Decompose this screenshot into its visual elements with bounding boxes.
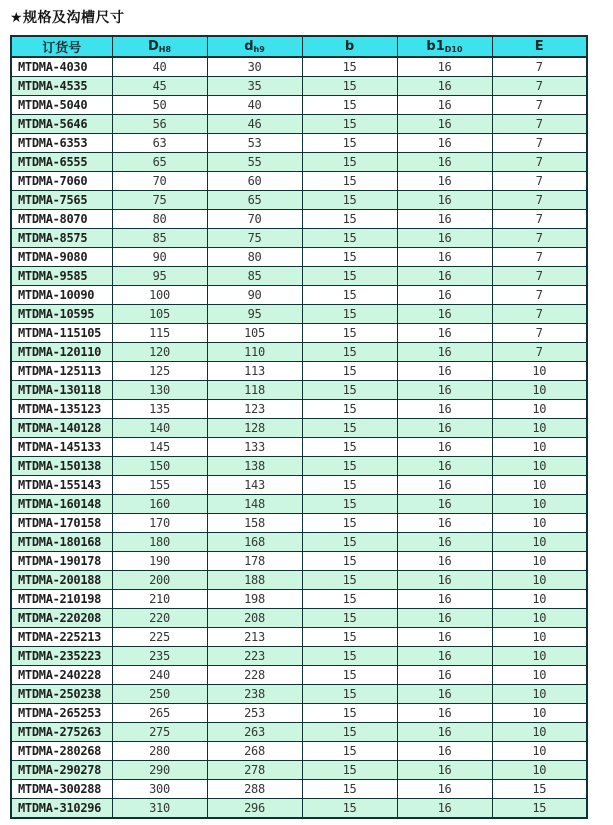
cell-order-no: MTDMA-9080 [11, 248, 112, 267]
cell-d-h9: 263 [207, 723, 302, 742]
cell-d-h8: 210 [112, 590, 207, 609]
cell-b1: 16 [397, 362, 492, 381]
cell-b1: 16 [397, 780, 492, 799]
cell-d-h8: 145 [112, 438, 207, 457]
cell-b1: 16 [397, 419, 492, 438]
cell-b1: 16 [397, 761, 492, 780]
cell-b1: 16 [397, 115, 492, 134]
cell-b: 15 [302, 96, 397, 115]
cell-e: 10 [492, 761, 587, 780]
cell-order-no: MTDMA-170158 [11, 514, 112, 533]
cell-d-h8: 140 [112, 419, 207, 438]
table-row [11, 685, 587, 704]
cell-d-h8: 85 [112, 229, 207, 248]
cell-d-h8: 250 [112, 685, 207, 704]
cell-e: 7 [492, 57, 587, 77]
table-row [11, 134, 587, 153]
cell-d-h9: 198 [207, 590, 302, 609]
cell-b: 15 [302, 609, 397, 628]
cell-order-no: MTDMA-240228 [11, 666, 112, 685]
cell-d-h9: 105 [207, 324, 302, 343]
table-row [11, 324, 587, 343]
cell-d-h8: 170 [112, 514, 207, 533]
table-row [11, 647, 587, 666]
table-row [11, 457, 587, 476]
table-row [11, 229, 587, 248]
cell-d-h9: 30 [207, 57, 302, 77]
cell-e: 10 [492, 400, 587, 419]
cell-order-no: MTDMA-5646 [11, 115, 112, 134]
cell-order-no: MTDMA-235223 [11, 647, 112, 666]
cell-d-h9: 278 [207, 761, 302, 780]
cell-d-h8: 310 [112, 799, 207, 819]
cell-e: 7 [492, 267, 587, 286]
catalog-page [0, 8, 613, 825]
table-row [11, 191, 587, 210]
cell-order-no: MTDMA-6353 [11, 134, 112, 153]
cell-b1: 16 [397, 514, 492, 533]
table-row [11, 286, 587, 305]
header-row [11, 36, 587, 57]
cell-order-no: MTDMA-8070 [11, 210, 112, 229]
cell-b1: 16 [397, 153, 492, 172]
cell-b1: 16 [397, 590, 492, 609]
cell-order-no: MTDMA-250238 [11, 685, 112, 704]
cell-d-h9: 178 [207, 552, 302, 571]
cell-d-h9: 138 [207, 457, 302, 476]
cell-e: 10 [492, 723, 587, 742]
cell-d-h9: 46 [207, 115, 302, 134]
table-header [11, 36, 587, 57]
cell-d-h8: 155 [112, 476, 207, 495]
cell-b1: 16 [397, 495, 492, 514]
cell-d-h8: 200 [112, 571, 207, 590]
cell-order-no: MTDMA-160148 [11, 495, 112, 514]
cell-order-no: MTDMA-265253 [11, 704, 112, 723]
cell-d-h9: 143 [207, 476, 302, 495]
cell-b: 15 [302, 229, 397, 248]
table-row [11, 77, 587, 96]
cell-e: 7 [492, 153, 587, 172]
cell-d-h8: 235 [112, 647, 207, 666]
table-row [11, 552, 587, 571]
table-row [11, 400, 587, 419]
cell-b: 15 [302, 552, 397, 571]
cell-d-h8: 275 [112, 723, 207, 742]
cell-b1: 16 [397, 647, 492, 666]
cell-e: 10 [492, 666, 587, 685]
cell-b: 15 [302, 476, 397, 495]
cell-order-no: MTDMA-7060 [11, 172, 112, 191]
cell-b: 15 [302, 742, 397, 761]
table-row [11, 57, 587, 77]
cell-b1: 16 [397, 267, 492, 286]
cell-e: 10 [492, 457, 587, 476]
cell-e: 7 [492, 134, 587, 153]
col-header-e: E [492, 36, 587, 57]
cell-d-h9: 208 [207, 609, 302, 628]
cell-b: 15 [302, 419, 397, 438]
col-header-sub: D10 [444, 45, 463, 54]
cell-order-no: MTDMA-9585 [11, 267, 112, 286]
cell-b1: 16 [397, 400, 492, 419]
cell-d-h9: 253 [207, 704, 302, 723]
cell-d-h9: 40 [207, 96, 302, 115]
table-row [11, 495, 587, 514]
table-row [11, 153, 587, 172]
cell-b1: 16 [397, 571, 492, 590]
table-row [11, 666, 587, 685]
cell-d-h9: 188 [207, 571, 302, 590]
cell-b: 15 [302, 438, 397, 457]
cell-d-h8: 135 [112, 400, 207, 419]
cell-order-no: MTDMA-125113 [11, 362, 112, 381]
table-row [11, 704, 587, 723]
cell-d-h8: 240 [112, 666, 207, 685]
cell-d-h8: 120 [112, 343, 207, 362]
cell-b1: 16 [397, 286, 492, 305]
cell-b1: 16 [397, 381, 492, 400]
cell-d-h9: 75 [207, 229, 302, 248]
cell-b1: 16 [397, 704, 492, 723]
cell-e: 7 [492, 210, 587, 229]
cell-order-no: MTDMA-275263 [11, 723, 112, 742]
cell-order-no: MTDMA-145133 [11, 438, 112, 457]
cell-b1: 16 [397, 609, 492, 628]
cell-d-h8: 150 [112, 457, 207, 476]
cell-d-h9: 288 [207, 780, 302, 799]
cell-d-h9: 128 [207, 419, 302, 438]
cell-b: 15 [302, 210, 397, 229]
table-row [11, 172, 587, 191]
cell-d-h8: 95 [112, 267, 207, 286]
cell-b1: 16 [397, 191, 492, 210]
table-row [11, 248, 587, 267]
table-row [11, 476, 587, 495]
cell-b: 15 [302, 57, 397, 77]
cell-b: 15 [302, 590, 397, 609]
cell-order-no: MTDMA-225213 [11, 628, 112, 647]
cell-b: 15 [302, 723, 397, 742]
cell-e: 7 [492, 324, 587, 343]
cell-e: 7 [492, 286, 587, 305]
cell-b: 15 [302, 628, 397, 647]
cell-order-no: MTDMA-10595 [11, 305, 112, 324]
cell-e: 10 [492, 533, 587, 552]
cell-e: 10 [492, 438, 587, 457]
cell-e: 10 [492, 609, 587, 628]
cell-e: 10 [492, 590, 587, 609]
cell-e: 10 [492, 685, 587, 704]
table-row [11, 267, 587, 286]
cell-d-h9: 238 [207, 685, 302, 704]
cell-b: 15 [302, 362, 397, 381]
cell-order-no: MTDMA-150138 [11, 457, 112, 476]
cell-d-h9: 70 [207, 210, 302, 229]
cell-d-h8: 220 [112, 609, 207, 628]
cell-d-h8: 190 [112, 552, 207, 571]
cell-order-no: MTDMA-200188 [11, 571, 112, 590]
cell-e: 7 [492, 343, 587, 362]
cell-d-h8: 63 [112, 134, 207, 153]
cell-b: 15 [302, 343, 397, 362]
col-header-b: b [302, 36, 397, 57]
cell-b1: 16 [397, 172, 492, 191]
cell-d-h9: 110 [207, 343, 302, 362]
cell-e: 10 [492, 362, 587, 381]
cell-b1: 16 [397, 533, 492, 552]
cell-b1: 16 [397, 628, 492, 647]
table-row [11, 780, 587, 799]
cell-order-no: MTDMA-280268 [11, 742, 112, 761]
cell-d-h8: 56 [112, 115, 207, 134]
cell-e: 7 [492, 191, 587, 210]
cell-b1: 16 [397, 742, 492, 761]
cell-b: 15 [302, 267, 397, 286]
col-header-order-no: 订货号 [11, 36, 112, 57]
table-row [11, 419, 587, 438]
cell-b1: 16 [397, 438, 492, 457]
cell-e: 7 [492, 115, 587, 134]
cell-b: 15 [302, 457, 397, 476]
table-row [11, 799, 587, 819]
table-row [11, 590, 587, 609]
cell-b1: 16 [397, 305, 492, 324]
spec-table [10, 35, 588, 819]
cell-order-no: MTDMA-6555 [11, 153, 112, 172]
cell-d-h9: 228 [207, 666, 302, 685]
cell-d-h8: 115 [112, 324, 207, 343]
cell-b: 15 [302, 286, 397, 305]
cell-d-h9: 168 [207, 533, 302, 552]
table-row [11, 96, 587, 115]
cell-d-h9: 296 [207, 799, 302, 819]
cell-b1: 16 [397, 324, 492, 343]
table-row [11, 305, 587, 324]
cell-b: 15 [302, 134, 397, 153]
cell-b: 15 [302, 761, 397, 780]
cell-e: 10 [492, 704, 587, 723]
cell-order-no: MTDMA-130118 [11, 381, 112, 400]
col-header-sub: h9 [253, 45, 265, 54]
cell-b: 15 [302, 666, 397, 685]
cell-e: 10 [492, 514, 587, 533]
cell-e: 7 [492, 305, 587, 324]
cell-order-no: MTDMA-5040 [11, 96, 112, 115]
cell-e: 10 [492, 571, 587, 590]
cell-order-no: MTDMA-220208 [11, 609, 112, 628]
cell-b1: 16 [397, 666, 492, 685]
cell-b: 15 [302, 305, 397, 324]
cell-b: 15 [302, 495, 397, 514]
cell-d-h9: 80 [207, 248, 302, 267]
cell-d-h8: 160 [112, 495, 207, 514]
cell-order-no: MTDMA-180168 [11, 533, 112, 552]
table-row [11, 514, 587, 533]
cell-d-h8: 290 [112, 761, 207, 780]
cell-b1: 16 [397, 57, 492, 77]
cell-d-h8: 80 [112, 210, 207, 229]
cell-b1: 16 [397, 134, 492, 153]
cell-d-h9: 85 [207, 267, 302, 286]
cell-order-no: MTDMA-140128 [11, 419, 112, 438]
cell-b: 15 [302, 381, 397, 400]
cell-d-h9: 65 [207, 191, 302, 210]
table-row [11, 742, 587, 761]
cell-order-no: MTDMA-155143 [11, 476, 112, 495]
cell-e: 10 [492, 552, 587, 571]
cell-e: 10 [492, 419, 587, 438]
cell-b1: 16 [397, 77, 492, 96]
cell-order-no: MTDMA-4535 [11, 77, 112, 96]
cell-b1: 16 [397, 552, 492, 571]
cell-d-h9: 213 [207, 628, 302, 647]
col-header-d-h8: $D_{H8}$ [112, 36, 207, 57]
cell-e: 10 [492, 495, 587, 514]
cell-b: 15 [302, 780, 397, 799]
cell-b1: 16 [397, 799, 492, 819]
cell-b: 15 [302, 571, 397, 590]
cell-b: 15 [302, 153, 397, 172]
table-row [11, 628, 587, 647]
cell-order-no: MTDMA-8575 [11, 229, 112, 248]
cell-d-h8: 45 [112, 77, 207, 96]
cell-d-h9: 223 [207, 647, 302, 666]
table-row [11, 115, 587, 134]
cell-e: 15 [492, 780, 587, 799]
cell-e: 7 [492, 77, 587, 96]
cell-order-no: MTDMA-7565 [11, 191, 112, 210]
cell-b: 15 [302, 647, 397, 666]
table-row [11, 343, 587, 362]
col-header-sub: H8 [158, 45, 172, 54]
cell-d-h8: 265 [112, 704, 207, 723]
cell-e: 7 [492, 248, 587, 267]
cell-d-h8: 40 [112, 57, 207, 77]
cell-b: 15 [302, 704, 397, 723]
cell-d-h8: 90 [112, 248, 207, 267]
cell-b1: 16 [397, 457, 492, 476]
table-row [11, 761, 587, 780]
cell-b1: 16 [397, 96, 492, 115]
cell-e: 10 [492, 628, 587, 647]
table-row [11, 210, 587, 229]
cell-order-no: MTDMA-290278 [11, 761, 112, 780]
cell-e: 10 [492, 742, 587, 761]
table-row [11, 533, 587, 552]
cell-order-no: MTDMA-10090 [11, 286, 112, 305]
cell-e: 15 [492, 799, 587, 819]
cell-b: 15 [302, 324, 397, 343]
col-header-b1: $b1_{D10}$ [397, 36, 492, 57]
cell-d-h8: 180 [112, 533, 207, 552]
cell-d-h9: 148 [207, 495, 302, 514]
col-header-d-h9: $d_{h9}$ [207, 36, 302, 57]
cell-b1: 16 [397, 343, 492, 362]
cell-d-h8: 100 [112, 286, 207, 305]
cell-b: 15 [302, 514, 397, 533]
table-body [11, 57, 587, 818]
cell-d-h9: 158 [207, 514, 302, 533]
cell-b: 15 [302, 248, 397, 267]
cell-e: 10 [492, 381, 587, 400]
cell-b: 15 [302, 799, 397, 819]
page-title: ★规格及沟槽尺寸 [10, 10, 125, 26]
table-row [11, 609, 587, 628]
cell-b: 15 [302, 172, 397, 191]
cell-order-no: MTDMA-210198 [11, 590, 112, 609]
table-row [11, 362, 587, 381]
cell-d-h9: 95 [207, 305, 302, 324]
cell-d-h9: 118 [207, 381, 302, 400]
cell-b1: 16 [397, 476, 492, 495]
cell-d-h8: 280 [112, 742, 207, 761]
cell-b: 15 [302, 191, 397, 210]
table-row [11, 723, 587, 742]
cell-d-h8: 225 [112, 628, 207, 647]
cell-d-h8: 75 [112, 191, 207, 210]
cell-b: 15 [302, 115, 397, 134]
table-row [11, 571, 587, 590]
cell-d-h8: 130 [112, 381, 207, 400]
cell-b: 15 [302, 77, 397, 96]
cell-order-no: MTDMA-120110 [11, 343, 112, 362]
cell-e: 10 [492, 476, 587, 495]
cell-e: 7 [492, 229, 587, 248]
cell-d-h9: 60 [207, 172, 302, 191]
cell-d-h9: 123 [207, 400, 302, 419]
cell-b1: 16 [397, 210, 492, 229]
cell-b1: 16 [397, 685, 492, 704]
cell-d-h8: 65 [112, 153, 207, 172]
cell-d-h9: 35 [207, 77, 302, 96]
table-row [11, 381, 587, 400]
cell-d-h8: 125 [112, 362, 207, 381]
cell-d-h9: 113 [207, 362, 302, 381]
cell-order-no: MTDMA-310296 [11, 799, 112, 819]
cell-e: 7 [492, 172, 587, 191]
cell-d-h8: 50 [112, 96, 207, 115]
table-row [11, 438, 587, 457]
cell-d-h8: 300 [112, 780, 207, 799]
cell-d-h9: 55 [207, 153, 302, 172]
cell-d-h8: 70 [112, 172, 207, 191]
cell-e: 10 [492, 647, 587, 666]
cell-b: 15 [302, 685, 397, 704]
cell-order-no: MTDMA-135123 [11, 400, 112, 419]
cell-d-h9: 90 [207, 286, 302, 305]
cell-order-no: MTDMA-115105 [11, 324, 112, 343]
cell-order-no: MTDMA-190178 [11, 552, 112, 571]
cell-order-no: MTDMA-300288 [11, 780, 112, 799]
cell-b1: 16 [397, 723, 492, 742]
cell-d-h9: 133 [207, 438, 302, 457]
cell-b1: 16 [397, 229, 492, 248]
cell-b: 15 [302, 533, 397, 552]
cell-b: 15 [302, 400, 397, 419]
cell-b1: 16 [397, 248, 492, 267]
cell-d-h9: 268 [207, 742, 302, 761]
cell-order-no: MTDMA-4030 [11, 57, 112, 77]
cell-d-h8: 105 [112, 305, 207, 324]
cell-d-h9: 53 [207, 134, 302, 153]
cell-e: 7 [492, 96, 587, 115]
